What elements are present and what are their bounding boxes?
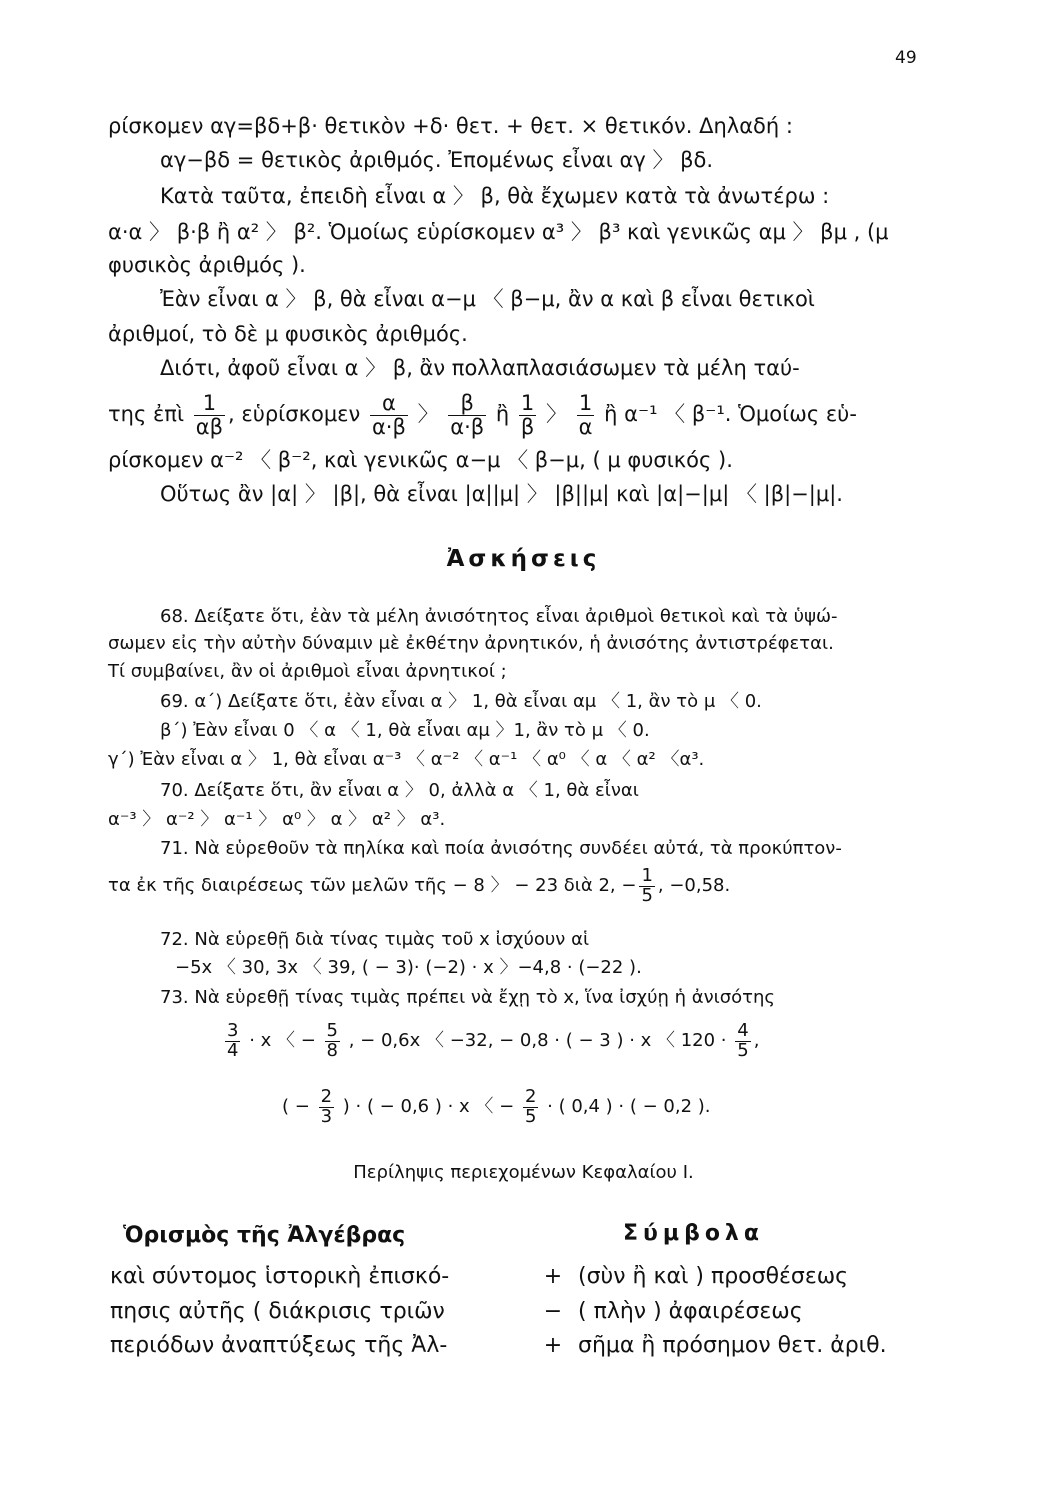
- fraction-numerator: 1: [577, 392, 595, 415]
- text-line-11: Οὕτως ἂν |α| 〉 |β|, θὰ εἶναι |α||μ| 〉 |β||μ| καὶ |α|−|μ| 〈 |β|−|μ|.: [160, 482, 843, 506]
- greater-than-sign: 〉: [545, 402, 567, 426]
- fraction-denominator: 5: [641, 884, 653, 906]
- fraction-line-text-c: ἢ: [495, 402, 510, 426]
- exercise-71-line-2: [108, 858, 730, 914]
- summary-title: Περίληψις περιεχομένων Κεφαλαίου Ι.: [353, 1162, 694, 1183]
- text-line-4: α·α 〉 β·β ἢ α² 〉 β². Ὁμοίως εὑρίσκομεν α³ 〉 β³ καὶ γενικῶς αμ 〉 βμ , (μ: [108, 220, 889, 244]
- fraction-1-over-a: [577, 392, 595, 437]
- exercise-69-line-3: γ΄) Ἐὰν εἶναι α 〉 1, θὰ εἶναι α⁻³ 〈 α⁻² 〈 α⁻¹ 〈 α⁰ 〈 α 〈 α² 〈α³.: [108, 749, 705, 770]
- text-line-2: αγ−βδ = θετικὸς ἀριθμός. Ἐπομένως εἶναι αγ 〉 βδ.: [160, 148, 714, 172]
- exercise-71-text-b: , −0,58.: [657, 875, 731, 896]
- text-line-1: ρίσκομεν αγ=βδ+β· θετικὸν +δ· θετ. + θετ. × θετικόν. Δηλαδή :: [108, 114, 793, 138]
- symbol-description: (σὺν ἢ καὶ ) προσθέσεως: [578, 1264, 849, 1289]
- exercise-70-line-1: 70. Δείξατε ὅτι, ἂν εἶναι α 〉 0, ἀλλὰ α 〈 1, θὰ εἶναι: [160, 780, 639, 801]
- symbol-description: σῆμα ἢ πρόσημον θετ. ἀριθ.: [578, 1333, 887, 1358]
- fraction-3-over-4: [225, 1019, 240, 1061]
- left-column-title: Ὁρισμὸς τῆς Ἀλγέβρας: [123, 1223, 406, 1248]
- left-column-line: περιόδων ἀναπτύξεως τῆς Ἀλ-: [110, 1333, 448, 1358]
- symbol-row: [535, 1299, 803, 1324]
- fraction-denominator: 5: [737, 1039, 749, 1061]
- fraction-denominator: α·β: [371, 414, 406, 439]
- fraction-numerator: 1: [641, 864, 653, 886]
- fraction-b-over-ab: [448, 392, 486, 437]
- fraction-1-over-ab: [194, 392, 225, 437]
- exercise-68-line-3: Τί συμβαίνει, ἂν οἱ ἀριθμοὶ εἶναι ἀρνητικοί ;: [108, 661, 507, 682]
- fraction-denominator: 3: [320, 1105, 333, 1127]
- exercise-68-line-1: 68. Δείξατε ὅτι, ἐὰν τὰ μέλη ἀνισότητος εἶναι ἀριθμοὶ θετικοὶ καὶ τὰ ὑψώ-: [160, 606, 838, 627]
- fraction-numerator: 1: [519, 392, 536, 415]
- fraction-denominator: 4: [227, 1039, 239, 1061]
- text-line-3: Κατὰ ταῦτα, ἐπειδὴ εἶναι α 〉 β, θὰ ἔχωμεν κατὰ τὰ ἀνωτέρω :: [160, 184, 830, 208]
- symbol-description: ( πλὴν ) ἀφαιρέσεως: [578, 1299, 803, 1324]
- symbol-row: [535, 1264, 848, 1289]
- fraction-1-over-5: [639, 864, 654, 906]
- fraction-numerator: β: [448, 392, 486, 415]
- fraction-numerator: 4: [737, 1019, 749, 1041]
- left-column-line: πησις αὐτῆς ( διάκρισις τριῶν: [110, 1299, 445, 1324]
- exercise-69-line-1: 69. α΄) Δείξατε ὅτι, ἐὰν εἶναι α 〉 1, θὰ εἶναι αμ 〈 1, ἂν τὸ μ 〈 0.: [160, 691, 762, 712]
- fraction-numerator: 5: [326, 1019, 338, 1041]
- fraction-line: [108, 383, 857, 445]
- page-number: 49: [895, 48, 917, 68]
- fraction-line-text-b: , εὑρίσκομεν: [228, 402, 361, 426]
- text-line-10: ρίσκομεν α⁻² 〈 β⁻², καὶ γενικῶς α−μ 〈 β−μ, ( μ φυσικός ).: [108, 448, 733, 472]
- inequality-text: , − 0,6x 〈 −32, − 0,8 · ( − 3 ) · x 〈 120 ·: [348, 1030, 727, 1051]
- fraction-2-over-3: [319, 1085, 334, 1127]
- exercise-70-line-2: α⁻³ 〉 α⁻² 〉 α⁻¹ 〉 α⁰ 〉 α 〉 α² 〉 α³.: [108, 809, 446, 830]
- exercise-73-inequality-2: [282, 1079, 711, 1135]
- fraction-denominator: β: [520, 414, 535, 439]
- text-line-7: ἀριθμοί, τὸ δὲ μ φυσικὸς ἀριθμός.: [108, 322, 468, 346]
- inequality-text: · ( 0,4 ) · ( − 0,2 ).: [547, 1096, 711, 1117]
- text-line-8: Διότι, ἀφοῦ εἶναι α 〉 β, ἂν πολλαπλασιάσωμεν τὰ μέλη ταύ-: [160, 356, 800, 380]
- fraction-numerator: 3: [227, 1019, 239, 1041]
- right-column-title: Σύμβολα: [623, 1221, 764, 1246]
- exercise-71-line-1: 71. Νὰ εὑρεθοῦν τὰ πηλίκα καὶ ποία ἀνισότης συνδέει αὐτά, τὰ προκύπτον-: [160, 838, 842, 859]
- inequality-text: ) · ( − 0,6 ) · x 〈 −: [342, 1096, 515, 1117]
- exercise-72-line-1: 72. Νὰ εὑρεθῇ διὰ τίνας τιμὰς τοῦ x ἰσχύουν αἱ: [160, 929, 590, 950]
- minus-symbol: −: [543, 1299, 563, 1324]
- fraction-5-over-8: [325, 1019, 340, 1061]
- fraction-line-text-d: ἢ α⁻¹ 〈 β⁻¹. Ὁμοίως εὑ-: [604, 402, 857, 426]
- exercises-heading: Ἀσκήσεις: [446, 546, 601, 572]
- fraction-numerator: 2: [524, 1085, 537, 1107]
- text-line-5: φυσικὸς ἀριθμός ).: [108, 253, 306, 277]
- symbol-row: [535, 1333, 887, 1358]
- fraction-denominator: α: [578, 414, 593, 439]
- inequality-text: ,: [753, 1030, 760, 1051]
- fraction-numerator: 2: [320, 1085, 333, 1107]
- fraction-numerator: α: [370, 392, 408, 415]
- plus-symbol: +: [543, 1333, 563, 1358]
- fraction-numerator: 1: [194, 392, 225, 415]
- exercise-73-line-1: 73. Νὰ εὑρεθῇ τίνας τιμὰς πρέπει νὰ ἔχῃ τὸ x, ἵνα ἰσχύῃ ἡ ἀνισότης: [160, 987, 775, 1008]
- inequality-text: · x 〈 −: [249, 1030, 316, 1051]
- left-column-line: καὶ σύντομος ἱστορικὴ ἐπισκό-: [110, 1264, 450, 1289]
- fraction-denominator: α·β: [450, 414, 485, 439]
- exercise-68-line-2: σωμεν εἰς τὴν αὐτὴν δύναμιν μὲ ἐκθέτην ἀρνητικόν, ἡ ἀνισότης ἀντιστρέφεται.: [108, 633, 834, 654]
- exercise-71-text-a: τα ἐκ τῆς διαιρέσεως τῶν μελῶν τῆς − 8 〉 − 23 διὰ 2, −: [108, 875, 637, 896]
- plus-symbol: +: [543, 1264, 563, 1289]
- fraction-denominator: 8: [326, 1039, 338, 1061]
- greater-than-sign: 〉: [417, 402, 439, 426]
- exercise-73-inequality-1: [222, 1013, 759, 1069]
- fraction-a-over-ab: [370, 392, 408, 437]
- fraction-4-over-5: [735, 1019, 750, 1061]
- exercise-72-line-2: −5x 〈 30, 3x 〈 39, ( − 3)· (−2) · x 〉−4,8 · (−22 ).: [175, 957, 642, 978]
- exercise-69-line-2: β΄) Ἐὰν εἶναι 0 〈 α 〈 1, θὰ εἶναι αμ 〉1, ἂν τὸ μ 〈 0.: [160, 720, 650, 741]
- fraction-1-over-b: [519, 392, 536, 437]
- text-line-6: Ἐὰν εἶναι α 〉 β, θὰ εἶναι α−μ 〈 β−μ, ἂν α καὶ β εἶναι θετικοὶ: [160, 287, 815, 311]
- fraction-denominator: αβ: [195, 414, 223, 439]
- fraction-2-over-5: [523, 1085, 538, 1127]
- fraction-denominator: 5: [524, 1105, 537, 1127]
- inequality-text: ( −: [282, 1096, 310, 1117]
- fraction-line-text-a: της ἐπὶ: [108, 402, 185, 426]
